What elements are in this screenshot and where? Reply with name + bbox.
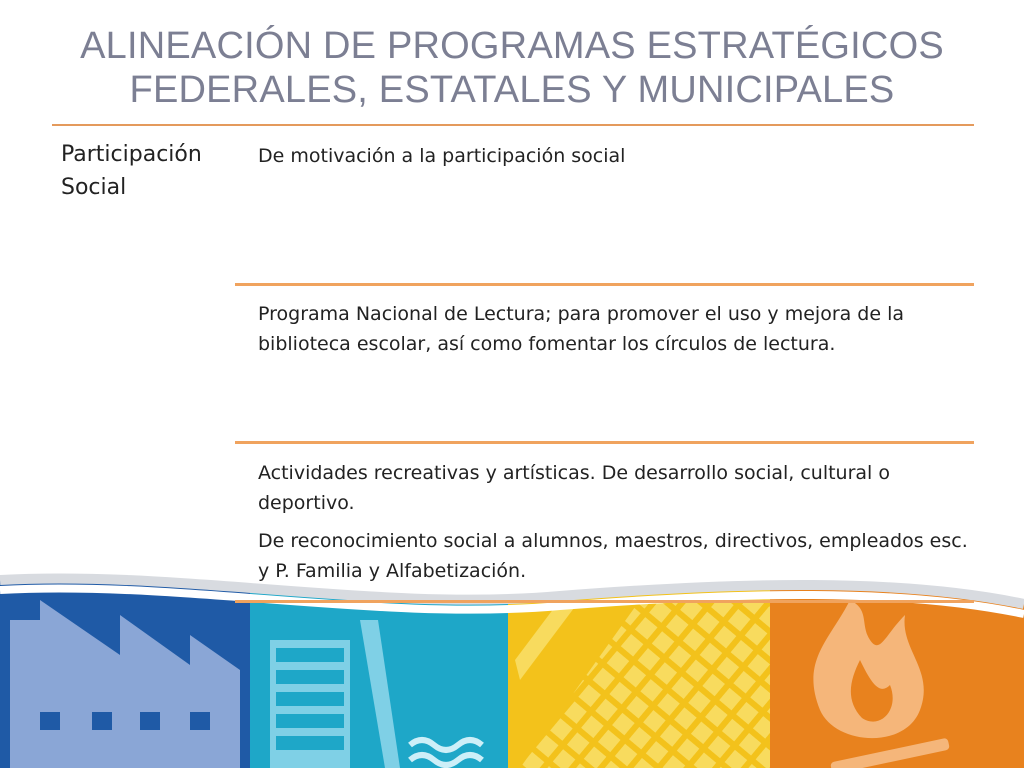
program-item-2-text: Programa Nacional de Lectura; para promover el uso y mejora de la biblioteca escolar, así como fomentar los círculos de lectura. — [258, 303, 905, 355]
row-divider-2 — [235, 441, 974, 444]
row-divider-3 — [235, 600, 974, 603]
decorative-banner — [0, 560, 1024, 768]
program-item-3-text-b: De reconocimiento social a alumnos, maestros, directivos, empleados esc. y P. Familia y Alfabetización. — [258, 530, 968, 582]
title-line-2: FEDERALES, ESTATALES Y MUNICIPALES — [129, 69, 895, 111]
title-line-1: ALINEACIÓN DE PROGRAMAS ESTRATÉGICOS — [80, 25, 944, 67]
slide-title — [0, 24, 1024, 112]
program-item-2 — [258, 299, 968, 367]
title-divider — [52, 124, 974, 126]
row-header — [61, 138, 231, 204]
program-item-3-text-a: Actividades recreativas y artísticas. De desarrollo social, cultural o deportivo. — [258, 462, 891, 514]
program-item-1-text: De motivación a la participación social — [258, 145, 626, 167]
program-item-1 — [258, 141, 968, 179]
row-header-line-2: Social — [61, 175, 127, 200]
row-divider-1 — [235, 283, 974, 286]
row-header-line-1: Participación — [61, 142, 202, 167]
